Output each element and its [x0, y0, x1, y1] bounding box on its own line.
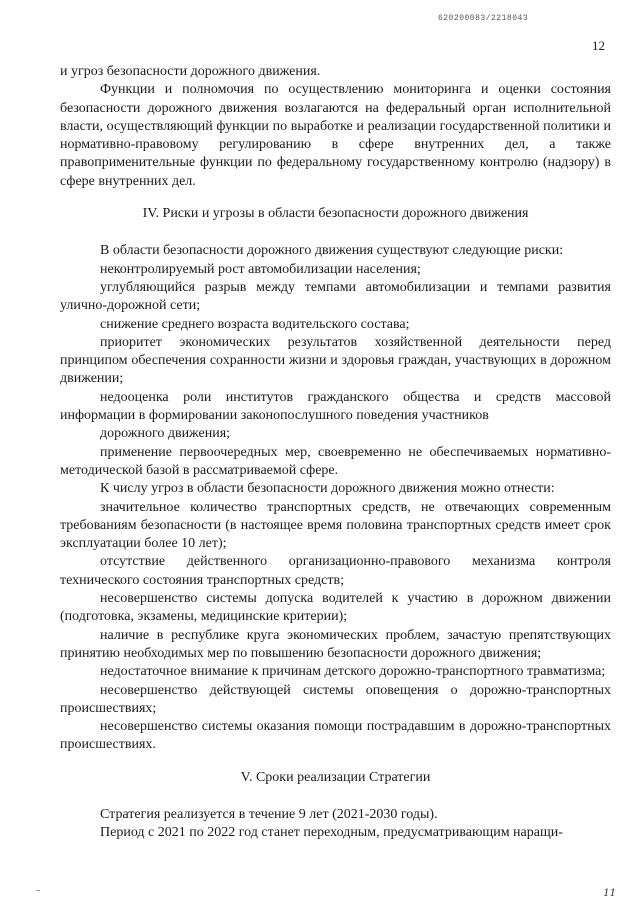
list-item: значительное количество транспортных средств, не отвечающих современным требованиям безопасности (в настоящее время половина транспортных средств имеет срок эксплуатации более 10 лет); — [60, 499, 611, 552]
list-item: снижение среднего возраста водительского состава; — [100, 316, 410, 332]
document-body — [60, 63, 611, 843]
section-heading: IV. Риски и угрозы в области безопасности дорожного движения — [142, 206, 529, 222]
page-number: 12 — [592, 38, 605, 53]
paragraph: В области безопасности дорожного движения существуют следующие риски: — [100, 243, 564, 259]
document-id: 620200083/2218043 — [438, 14, 529, 23]
list-item: недостаточное внимание к причинам детского дорожно-транспортного травматизма; — [100, 664, 606, 680]
list-item: недооценка роли институтов гражданского общества и средств массовой информации в формировании законопослушного поведения участников — [60, 389, 611, 424]
list-item: наличие в республике круга экономических проблем, зачастую препятствующих принятию необходимых мер по повышению безопасности дорожного движения; — [60, 627, 611, 661]
list-item: несовершенство системы оказания помощи пострадавшим в дорожно-транспортных происшествиях. — [60, 719, 611, 753]
list-item: приоритет экономических результатов хозяйственной деятельности перед принципом обеспечения сохранности жизни и здоровья граждан, участвующих в дорожном движении; — [60, 334, 611, 387]
list-item: неконтролируемый рост автомобилизации населения; — [100, 261, 421, 277]
list-item: несовершенство действующей системы оповещения о дорожно-транспортных происшествиях; — [60, 682, 611, 716]
paragraph: и угроз безопасности дорожного движения. — [60, 64, 321, 79]
paragraph: Функции и полномочия по осуществлению мониторинга и оценки состояния безопасности дорожного движения возлагаются на федеральный орган исполнительной власти, осуществляющий функции по выработке и реализации государственной политики и нормативно-правовому регулированию в сфере внутренних дел, а также правоприменительные функции по федеральному государственному контролю (надзору) в сфере внутренних дел. — [60, 82, 611, 189]
section-heading: V. Сроки реализации Стратегии — [240, 769, 431, 785]
list-item: дорожного движения; — [100, 426, 231, 442]
paragraph: К числу угроз в области безопасности дорожного движения можно отнести: — [100, 481, 555, 497]
paragraph: Стратегия реализуется в течение 9 лет (2021-2030 годы). — [100, 806, 438, 822]
list-item: углубляющийся разрыв между темпами автомобилизации и темпами развития улично-дорожной сети; — [60, 279, 611, 314]
margin-mark — [36, 890, 40, 891]
list-item: отсутствие действенного организационно-правового механизма контроля технического состояния транспортных средств; — [60, 554, 611, 588]
list-item: применение первоочередных мер, своевременно не обеспечиваемых нормативно-методической базой в рассматриваемой сфере. — [60, 444, 611, 478]
signature-mark: 11 — [603, 888, 616, 899]
list-item: несовершенство системы допуска водителей к участию в дорожном движении (подготовка, экзамены, медицинские критерии); — [60, 591, 611, 625]
paragraph: Период с 2021 по 2022 год станет переходным, предусматривающим наращи- — [100, 825, 563, 841]
